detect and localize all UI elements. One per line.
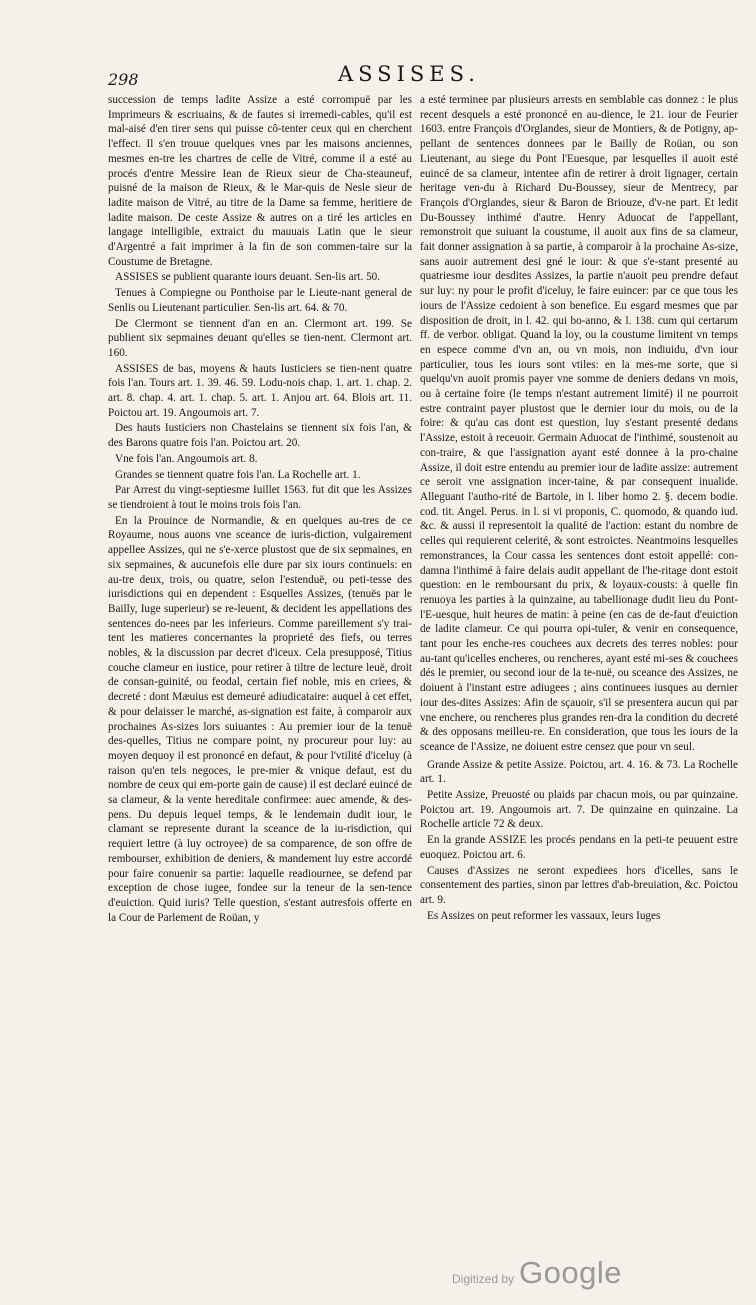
page-number: 298 bbox=[108, 70, 139, 89]
right-column bbox=[420, 93, 738, 924]
paragraph: Causes d'Assizes ne seront expediees hors d'icelles, sans le consentement des parties, sinon par lettres d'ab-breuiation, &c. Poictou art. 9. bbox=[420, 864, 738, 906]
paragraph: Des hauts Iusticiers non Chastelains se tiennent six fois l'an, & des Barons quatre fois l'an. Poictou art. 20. bbox=[108, 422, 412, 450]
paragraph: Tenues à Compiegne ou Ponthoise par le Lieute-nant general de Senlis ou Lieutenant particulier. Sen-lis art. 64. & 70. bbox=[108, 287, 412, 314]
paragraph: Vne fois l'an. Angoumois art. 8. bbox=[115, 452, 258, 465]
paragraph: Petite Assize, Preuosté ou plaids par chacun mois, ou par quinzaine. Poictou art. 19. Angoumois art. 7. De quinzaine en quinzaine. La Rochelle article 72 & deux. bbox=[420, 789, 738, 831]
paragraph: Grandes se tiennent quatre fois l'an. La Rochelle art. 1. bbox=[115, 468, 361, 481]
google-logo: Google bbox=[519, 1255, 622, 1290]
left-column bbox=[108, 93, 412, 926]
paragraph: Es Assizes on peut reformer les vassaux, leurs Iuges bbox=[427, 909, 661, 922]
paragraph: En la Prouince de Normandie, & en quelques au-tres de ce Royaume, nous auons vne sceance de iuris-diction, vulgairement appellee Assizes, qui ne s'e-xerce plustost que de six sepmaines, en six sepmaines, & aucunefois elle dure par six iours continuels: en au-tre deux, trois, ou quatre, selon l'estenduë, ou peti-tesse des iurisdictions qui en dependent : Esquelles Assizes, (tenuës par le Bailly, Iuge superieur) se re-leuent, & decident les appellations des sentences do-nees par les inferieurs. Comme pareillement s'y trai-tent les matieres concernantes la proprieté des fiefs, ou terres nobles, & la discussion par decret d'iceux. Cela presupposé, Titius couche clameur en iustice, pour retirer à tiltre de lecture leuë, droit de consan-guinité, ou feodal, certain fief noble, mis en criees, & decreté : dont Mæuius est demeuré adiudicataire: auquel à cet effet, & pour delaisser le marché, as-signation est faite, à comparoir aux prochaines As-sizes lors suiuantes : Au premier iour de la tenuë des-quelles, Titius ne compare point, ny procureur pour luy: au moyen dequoy il est prononcé en defaut, & pour l'vtilité d'iceluy (à raison qu'en tels negoces, le pre-mier & vnique defaut, est du nombre de ceux qui em-porte gain de cause) il est declaré euincé de sa clameur, & la vente hereditale confirmee: auec amende, & des-pens. Du depuis lequel temps, & le lendemain dudit iour, le clamant se represente durant la sceance de la iu-risdiction, qui requiert lettre (à luy octroyee) de sa comparence, de son offre de rembourser, exhibition de deniers, & mandement luy estre accordé pour faire conuenir sa partie: laquelle readiournee, se defend par exception de chose iugee, fondee sur la teneur de la sen-tence d'euiction. Quid iuris? Telle question, s'estant autresfois offerte en la Cour de Parlement de Roüan, y bbox=[108, 514, 412, 924]
paragraph: En la grande ASSIZE les procés pendans en la peti-te peuuent estre euoquez. Poictou art. 6. bbox=[420, 834, 738, 861]
paragraph: Grande Assize & petite Assize. Poictou, art. 4. 16. & 73. La Rochelle art. 1. bbox=[420, 758, 738, 786]
paragraph: ASSISES de bas, moyens & hauts Iusticiers se tien-nent quatre fois l'an. Tours art. 1. 39. 46. 59. Lodu-nois chap. 1. art. 1. chap. 2. art. 8. chap. 4. art. 1. chap. 5. art. 1. Anjou art. 64. Blois art. 11. Poictou art. 19. Angoumois art. 7. bbox=[108, 362, 412, 419]
running-title: ASSISES. bbox=[338, 62, 480, 86]
paragraph: ASSISES se publient quarante iours deuant. Sen-lis art. 50. bbox=[115, 271, 381, 284]
paragraph: De Clermont se tiennent d'an en an. Clermont art. 199. Se publient six sepmaines deuant qu'elles se tien-nent. Clermont art. 160. bbox=[108, 317, 412, 359]
digitized-by-label: Digitized by bbox=[452, 1272, 515, 1286]
paragraph: a esté terminee par plusieurs arrests en semblable cas donnez : le plus recent desquels a esté prononcé en au-dience, le 21. iour de Feurier 1603. entre François d'Orglandes, sieur de Montiers, & de Potigny, ap-pellant de sentences donnees par le Bailly de Roüan, ou son Lieutenant, au siege du Pont l'Euesque, par lesquelles il auoit esté euincé de sa clameur, intentee afin de retirer à droit lignager, certain heritage ven-du à Richard Du-Boussey, sieur de Mentrecy, par François d'Orglandes, sieur & Baron de Briouze, d'v-ne part. Et ledit Du-Boussey inthimé d'autre. Henry Aduocat de l'appellant, remonstroit que suiuant la coustume, il auoit aux fins de sa clameur, fait donner assignation à sa partie, à comparoir à la prochaine As-size, sans auoir autrement desi gné le iour: & que s'e-stant presenté au quatriesme iour desdites Assizes, la partie n'auoit peu prendre defaut sur luy: ny pour le profit d'iceluy, le faire euincer: par ce que tous les iours de l'Assize cedoient à son benefice. Eu esgard mesmes que par disposition de droit, in l. 42. qui bo-anno, & l. 138. cum qui certarum ff. de verbor. obligat. Quand la loy, ou la coustume limitent vn temps en espece comme d'vn an, ou vn mois, non indiuidu, d'vn iour particulier, tous les iours sont vtiles: en la mes-me sorte, que si quelqu'vn auoit promis payer vne somme de deniers dedans vn mois, ou à certaine foire (le temps n'estant autrement limité) il ne pourroit estre contraint payer plustost que le dernier iour du mois, ou de la foire: & qu'au cas dont est question, luy s'estant presenté dedans l'Assize, estoit à receuoir. Germain Aduocat de l'inthimé, soustenoit au con-traire, & que l'assignation ayant esté donnee à la pro-chaine Assize, il doit estre entendu au premier iour de ladite assize: autrement ce seroit vne assignation incer-taine, & par consequent inualide. Alleguant l'autho-rité de Bartole, in l. liber homo 2. §. decem bodie. cod. tit. Angel. Perus. in l. si vi proponis, C. quomodo, & quando iud. &c. & aussi il representoit la qualité de l'action: estant du nombre de celles qui requierent celerité, & sont estroictes. Neantmoins lesquelles remonstrances, la Cour cassa les sentences dont estoit appellé: con-damna l'inthimé à faire delais audit appellant de l'he-ritage dont estoit question: en le remboursant du prix, & loyaux-cousts: à quelle fin renuoya les parties à la quinzaine, au tabellionage dudit lieu du Pont-l'E-uesque, huit heures de matin: à peine (en cas de de-faut d'euiction de ladite clameur. Ce qui pourra opi-tuler, & venir en consequence, tant pour les enche-res couchees aux decrets des terres nobles: pour au-tant qu'icelles encheres, ou rencheres, ayant esté mi-ses & couchees dés le premier, ou second iour de la te-nuë, ou sceance des Assizes, ne doiuent à l'instant estre adiugees ; ains continuees iusques au dernier iour des-dites Assizes: Afin de sçauoir, s'il se presentera aucun qui par vne enchere, ou rencheres plus grandes ren-dra la condition du decreté & des opposans meilleu-re. En consideration, que tous les iours de la sceance de l'Assize, ne doiuent estre censez que pour vn seul. bbox=[420, 94, 738, 753]
paragraph: Par Arrest du vingt-septiesme Iuillet 1563. fut dit que les Assizes se tiendroient à tout le moins trois fois l'an. bbox=[108, 484, 412, 511]
paragraph: succession de temps ladite Assize a esté corrompuë par les Imprimeurs & escriuains, & de fautes si irremedi-cables, qu'il est mal-aisé d'en tirer sens qui puisse cô-tenter ceux qui en cherchent l'effect. Il s'en trouue quelques vnes par les maisons anciennes, mesmes en-tre les chartres de celle de Vitré, comme il a esté au procés d'entre Messire Iean de Rieux sieur de Cha-steauneuf, puisné de la maison de Rieux, & le Mar-quis de Nesle sieur de ladite maison de Vitré, au titre de la Dame sa femme, heritiere de ladite maison. De ceste Assize & autres on a tiré les articles en langage intelligible, extraict du mauuais Latin que le sieur d'Argentré a fait imprimer à la fin de son commen-taire sur la Coustume de Bretagne. bbox=[108, 94, 412, 268]
digitization-watermark bbox=[452, 1255, 622, 1291]
